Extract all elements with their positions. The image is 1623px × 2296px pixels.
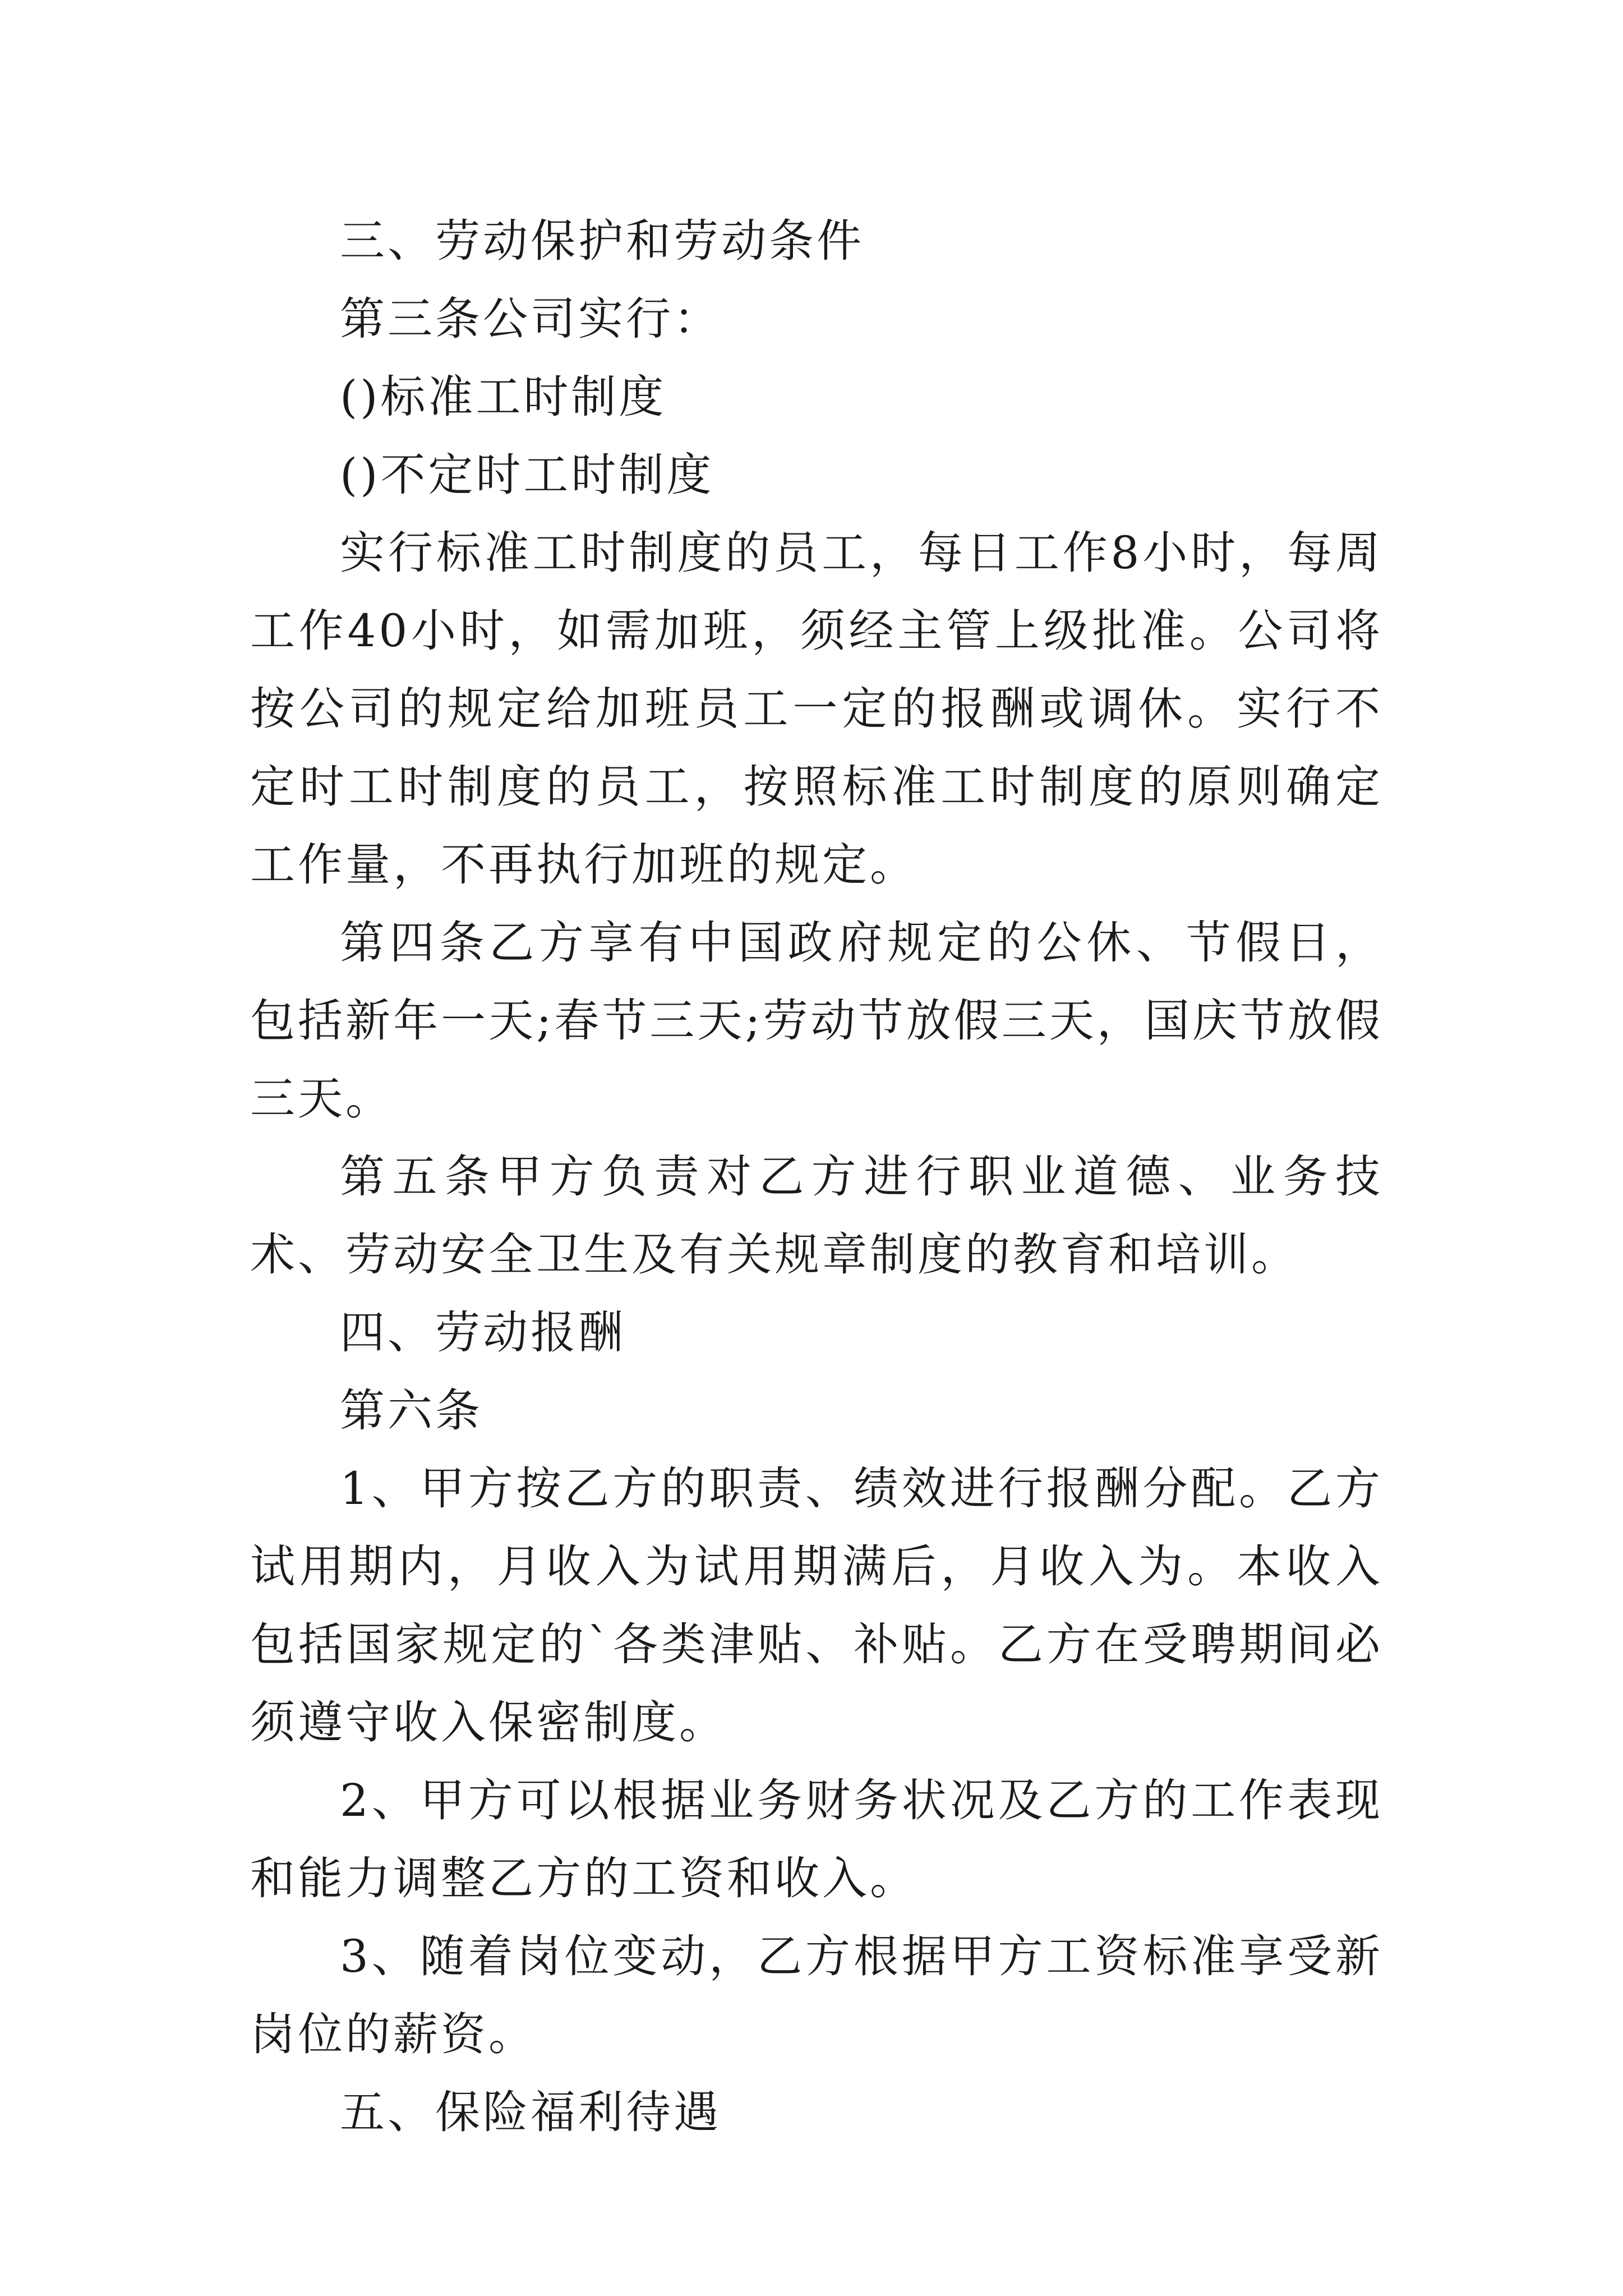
article-6-item-1: 1、甲方按乙方的职责、绩效进行报酬分配。乙方试用期内，月收入为试用期满后，月收入为。本收入包括国家规定的`各类津贴、补贴。乙方在受聘期间必须遵守收入保密制度。 <box>250 1462 1383 1749</box>
article-6-title: 第六条 <box>340 1384 483 1437</box>
option-standard-hours: ()标准工时制度 <box>340 371 667 423</box>
paragraph-working-hours: 实行标准工时制度的员工，每日工作8小时，每周工作40小时，如需加班，须经主管上级批准。公司将按公司的规定给加班员工一定的报酬或调休。实行不定时工时制度的员工，按照标准工时制度的原则确定工作量，不再执行加班的规定。 <box>250 527 1383 891</box>
section-heading-remuneration: 四、劳动报酬 <box>340 1306 626 1359</box>
option-flexible-hours: ()不定时工时制度 <box>340 449 714 501</box>
article-6-item-2: 2、甲方可以根据业务财务状况及乙方的工作表现和能力调整乙方的工资和收入。 <box>250 1774 1383 1904</box>
document-body <box>250 202 1383 2151</box>
section-heading-insurance-benefits: 五、保险福利待遇 <box>340 2086 721 2138</box>
section-heading-labor-protection: 三、劳动保护和劳动条件 <box>340 215 864 267</box>
article-5-training: 第五条甲方负责对乙方进行职业道德、业务技术、劳动安全卫生及有关规章制度的教育和培训。 <box>250 1151 1383 1281</box>
article-6-item-3: 3、随着岗位变动，乙方根据甲方工资标准享受新岗位的薪资。 <box>250 1930 1383 2060</box>
article-4-holidays: 第四条乙方享有中国政府规定的公休、节假日，包括新年一天;春节三天;劳动节放假三天，国庆节放假三天。 <box>250 917 1383 1125</box>
article-3-title: 第三条公司实行： <box>340 293 721 345</box>
